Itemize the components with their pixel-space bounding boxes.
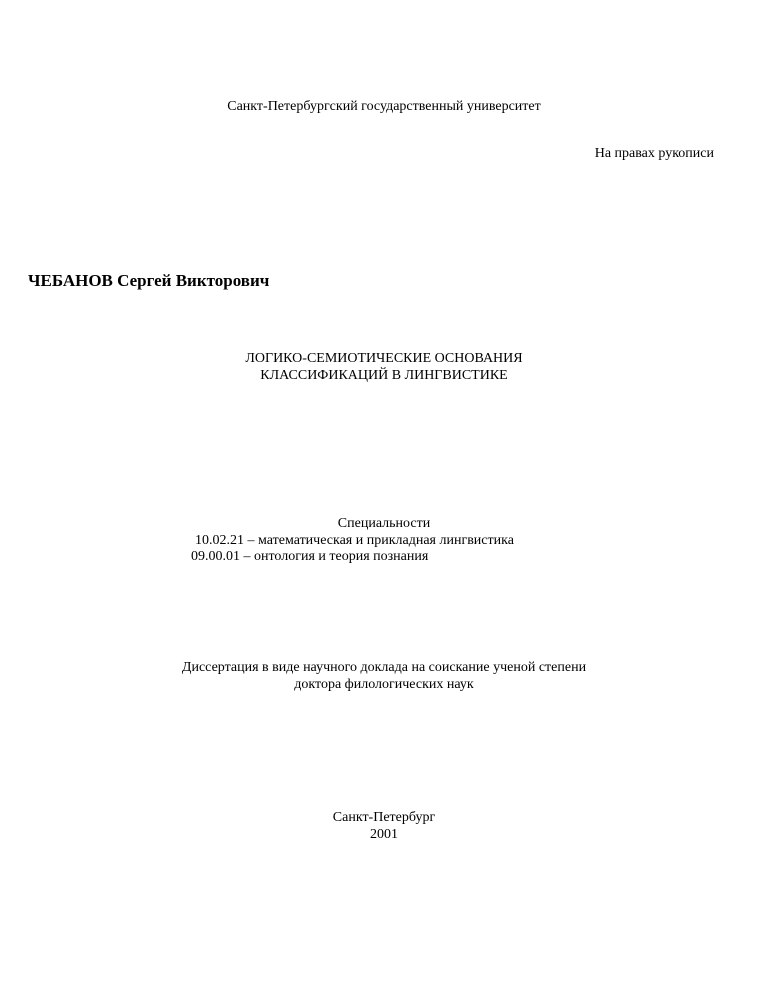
title-line: ЛОГИКО-СЕМИОТИЧЕСКИЕ ОСНОВАНИЯ — [245, 351, 523, 366]
dissertation-type-line: доктора филологических наук — [294, 677, 474, 692]
specialty-item: 09.00.01 – онтология и теория познания — [191, 549, 429, 564]
dissertation-type-line: Диссертация в виде научного доклада на соискание ученой степени — [181, 660, 587, 675]
imprint-city: Санкт-Петербург — [332, 810, 436, 825]
author-name: ЧЕБАНОВ Сергей Викторович — [28, 271, 270, 290]
imprint-year: 2001 — [370, 827, 398, 842]
university-name: Санкт-Петербургский государственный университет — [227, 99, 541, 114]
title-line: КЛАССИФИКАЦИЙ В ЛИНГВИСТИКЕ — [260, 368, 508, 383]
manuscript-note: На правах рукописи — [594, 146, 714, 161]
specialties-heading: Специальности — [337, 516, 431, 531]
specialty-item: 10.02.21 – математическая и прикладная лингвистика — [195, 533, 514, 548]
